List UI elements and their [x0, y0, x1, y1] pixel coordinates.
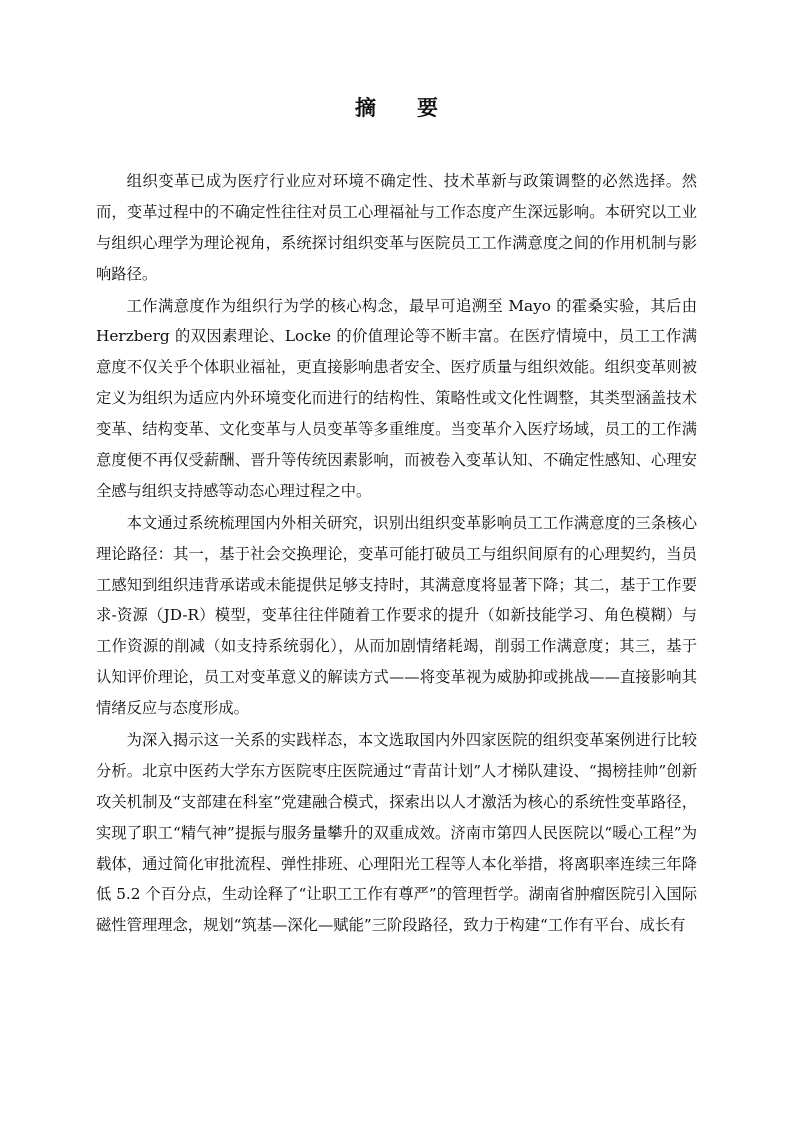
page-title: 摘 要: [355, 96, 448, 120]
page-content: [96, 92, 697, 941]
paragraph-1: 组织变革已成为医疗行业应对环境不确定性、技术革新与政策调整的必然选择。然而，变革过程中的不确定性往往对员工心理福祉与工作态度产生深远影响。本研究以工业与组织心理学为理论视角，系统探讨组织变革与医院员工工作满意度之间的作用机制与影响路径。: [96, 172, 697, 283]
paragraph-4: 为深入揭示这一关系的实践样态，本文选取国内外四家医院的组织变革案例进行比较分析。北京中医药大学东方医院枣庄医院通过“青苗计划”人才梯队建设、“揭榜挂帅”创新攻关机制及“支部建在科室”党建融合模式，探索出以人才激活为核心的系统性变革路径，实现了职工“精气神”提振与服务量攀升的双重成效。济南市第四人民医院以“暖心工程”为载体，通过简化审批流程、弹性排班、心理阳光工程等人本化举措，将离职率连续三年降低 5.2 个百分点，生动诠释了“让职工工作有尊严”的管理哲学。湖南省肿瘤医院引入国际磁性管理理念，规划“筑基—深化—赋能”三阶段路径，致力于构建“工作有平台、成长有: [96, 731, 697, 935]
paragraph-2: 工作满意度作为组织行为学的核心构念，最早可追溯至 Mayo 的霍桑实验，其后由 Herzberg 的双因素理论、Locke 的价值理论等不断丰富。在医疗情境中，员工工作满意度不仅关乎个体职业福祉，更直接影响患者安全、医疗质量与组织效能。组织变革则被定义为组织为适应内外环境变化而进行的结构性、策略性或文化性调整，其类型涵盖技术变革、结构变革、文化变革与人员变革等多重维度。当变革介入医疗场域，员工的工作满意度便不再仅受薪酬、晋升等传统因素影响，而被卷入变革认知、不确定性感知、心理安全感与组织支持感等动态心理过程之中。: [96, 296, 697, 500]
paragraph-3: 本文通过系统梳理国内外相关研究，识别出组织变革影响员工工作满意度的三条核心理论路径：其一，基于社会交换理论，变革可能打破员工与组织间原有的心理契约，当员工感知到组织违背承诺或未能提供足够支持时，其满意度将显著下降；其二，基于工作要求-资源（JD-R）模型，变革往往伴随着工作要求的提升（如新技能学习、角色模糊）与工作资源的削减（如支持系统弱化），从而加剧情绪耗竭，削弱工作满意度；其三，基于认知评价理论，员工对变革意义的解读方式——将变革视为威胁抑或挑战——直接影响其情绪反应与态度形成。: [96, 513, 697, 718]
